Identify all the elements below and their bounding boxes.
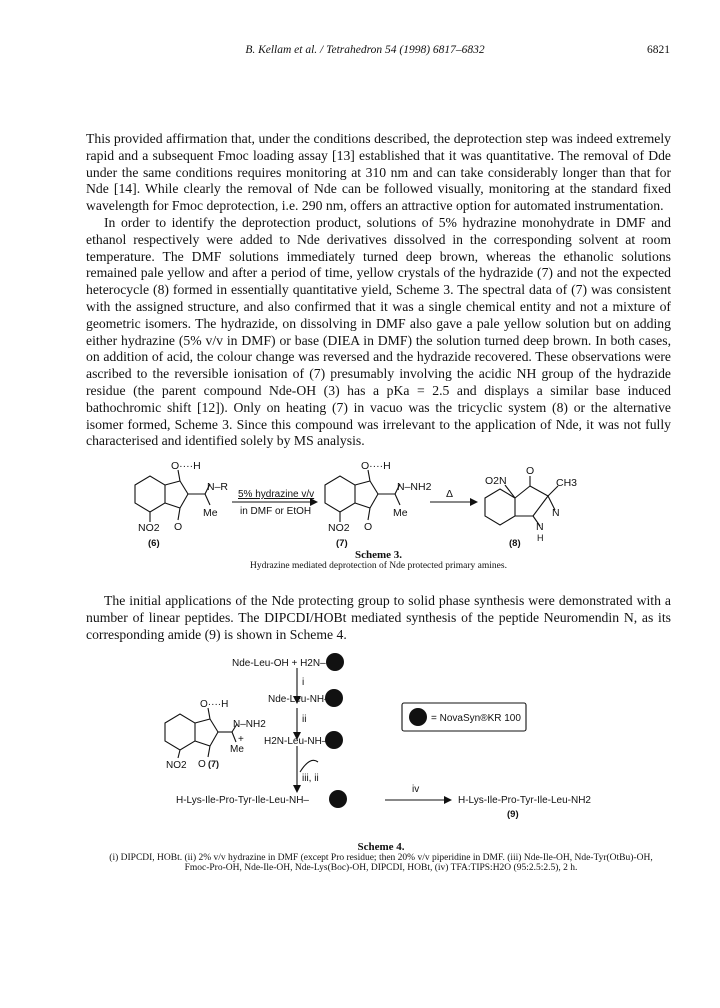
- s4-product: H-Lys-Ile-Pro-Tyr-Ile-Leu-NH2: [458, 795, 591, 806]
- reagent-top: 5% hydrazine v/v: [238, 489, 315, 500]
- s4-step-ii: ii: [302, 714, 307, 725]
- s4-7-o: O: [198, 759, 206, 770]
- paragraph-2: In order to identify the deprotection product, solutions of 5% hydrazine monohydrate in DMF and ethanol respectively were added to Nde derivatives dissolved in the corresponding solvent at room temperature. The DMF solutions immediately turned deep brown, whereas the ethanolic solutions remained pale yellow and after a period of time, yellow crystals of the hydrazide (7) and not the expected heterocycle (8) formed in essentially quantitative yield, Scheme 3. The spectral data of (7) was consistent with the assigned structure, and also confirmed that it was a single chemical entity and not a mixture of geometric isomers. The hydrazide, on dissolving in DMF also gave a pale yellow solution but on adding either hydrazine (5% v/v in DMF) or base (DIEA in DMF) the solution turned deep brown. In both cases, on addition of acid, the colour change was reversed and the hydrazide recovered. These observations were ascribed to the reversible ionisation of (7) presumably involving the acidic NH group of the hydrazide residue (the parent compound Nde-OH (3) has a pKa = 2.5 and displays a similar base induced bathochromic shift [12]). Only on heating (7) in vacuo was the tricyclic system (8) or the alternative isomer formed, Scheme 3. Since this compound was irrelevant to the application of Nde, it was not fully characterised and identified solely by MS analysis.: [86, 214, 671, 449]
- paragraph-3: The initial applications of the Nde protecting group to solid phase synthesis were demonstrated with a number of linear peptides. The DIPCDI/HOBt mediated synthesis of the peptide Neuromendin N, as its corresponding amide (9) is shown in Scheme 4.: [86, 593, 671, 642]
- scheme-3-title: Scheme 3.: [354, 549, 403, 561]
- page-number: 6821: [647, 44, 670, 56]
- s4-step-iv: iv: [412, 784, 420, 795]
- compound-7-label: (7): [336, 538, 348, 549]
- s4-7-nnh2: N–NH2: [233, 719, 266, 730]
- s3-8-n2: N: [536, 521, 544, 533]
- s4-7-plus: +: [238, 734, 244, 745]
- resin-bead-4: [329, 790, 347, 808]
- s3-7-nnh2: N–NH2: [397, 481, 432, 493]
- s4-7-oh: O····H: [200, 699, 229, 710]
- s3-6-o: O: [174, 521, 183, 533]
- s4-7-no2: NO2: [166, 760, 187, 771]
- scheme-4-title: Scheme 4.: [357, 841, 405, 853]
- s4-h2n-leu: H2N-Leu-NH–: [264, 736, 328, 747]
- s4-step-iii: iii, ii: [302, 773, 319, 784]
- compound-6-label: (6): [148, 538, 160, 549]
- s4-product-label: (9): [507, 809, 519, 820]
- paragraph-1: This provided affirmation that, under the conditions described, the deprotection step was indeed extremely rapid and a subsequent Fmoc loading assay [13] established that it was quantitative. The removal of Dde under the same conditions requires monitoring at 310 nm and can take considerably longer than that for Nde [14]. While clearly the removal of Nde can be followed visually, monitoring at the standard fixed wavelength for Fmoc deprotection, i.e. 290 nm, offers an attractive option for automated instrumentation.: [86, 131, 671, 214]
- heat-symbol: Δ: [446, 488, 454, 500]
- s3-8-o: O: [526, 465, 535, 477]
- compound-8-label: (8): [509, 538, 521, 549]
- s3-6-nr: N–R: [207, 481, 229, 493]
- s3-6-no2: NO2: [138, 522, 160, 534]
- resin-bead-3: [325, 731, 343, 749]
- journal-citation: B. Kellam et al. / Tetrahedron 54 (1998) 6817–6832: [245, 44, 485, 56]
- s4-peptide-resin: H-Lys-Ile-Pro-Tyr-Ile-Leu-NH–: [176, 795, 309, 806]
- reagent-bottom: in DMF or EtOH: [240, 506, 312, 517]
- scheme-4-caption: [96, 841, 666, 873]
- legend-resin-bead: [409, 708, 427, 726]
- s3-8-ch3: CH3: [556, 477, 578, 489]
- s3-7-oh: O····H: [361, 460, 391, 472]
- s3-7-o: O: [364, 521, 373, 533]
- s3-8-n1: N: [552, 507, 560, 519]
- s3-8-o2n: O2N: [485, 475, 507, 487]
- s4-step-i: i: [302, 677, 305, 688]
- s4-nde-leu: Nde-Leu-NH–: [268, 694, 330, 705]
- scheme-4-description: (i) DIPCDI, HOBt. (ii) 2% v/v hydrazine in DMF (except Pro residue; then 20% v/v piperidine in DMF. (iii) Nde-Ile-OH, Nde-Tyr(OtBu)-OH, Fmoc-Pro-OH, Nde-Ile-OH, Nde-Lys(Boc)-OH, DIPCDI, HOBt, (iv) TFA:TIPS:H2O (95:2.5:2.5), 2 h.: [109, 853, 653, 873]
- s3-6-me: Me: [203, 507, 218, 519]
- s3-8-h: H: [537, 533, 544, 543]
- scheme-3-description: Hydrazine mediated deprotection of Nde protected primary amines.: [250, 561, 507, 571]
- s4-legend: = NovaSyn®KR 100: [431, 713, 521, 724]
- s4-7-me: Me: [230, 744, 244, 755]
- s3-7-no2: NO2: [328, 522, 350, 534]
- s4-byproduct-label: (7): [208, 759, 219, 769]
- s3-7-me: Me: [393, 507, 408, 519]
- s4-start: Nde-Leu-OH + H2N–: [232, 658, 326, 669]
- resin-bead-1: [326, 653, 344, 671]
- s3-6-oh: O····H: [171, 460, 201, 472]
